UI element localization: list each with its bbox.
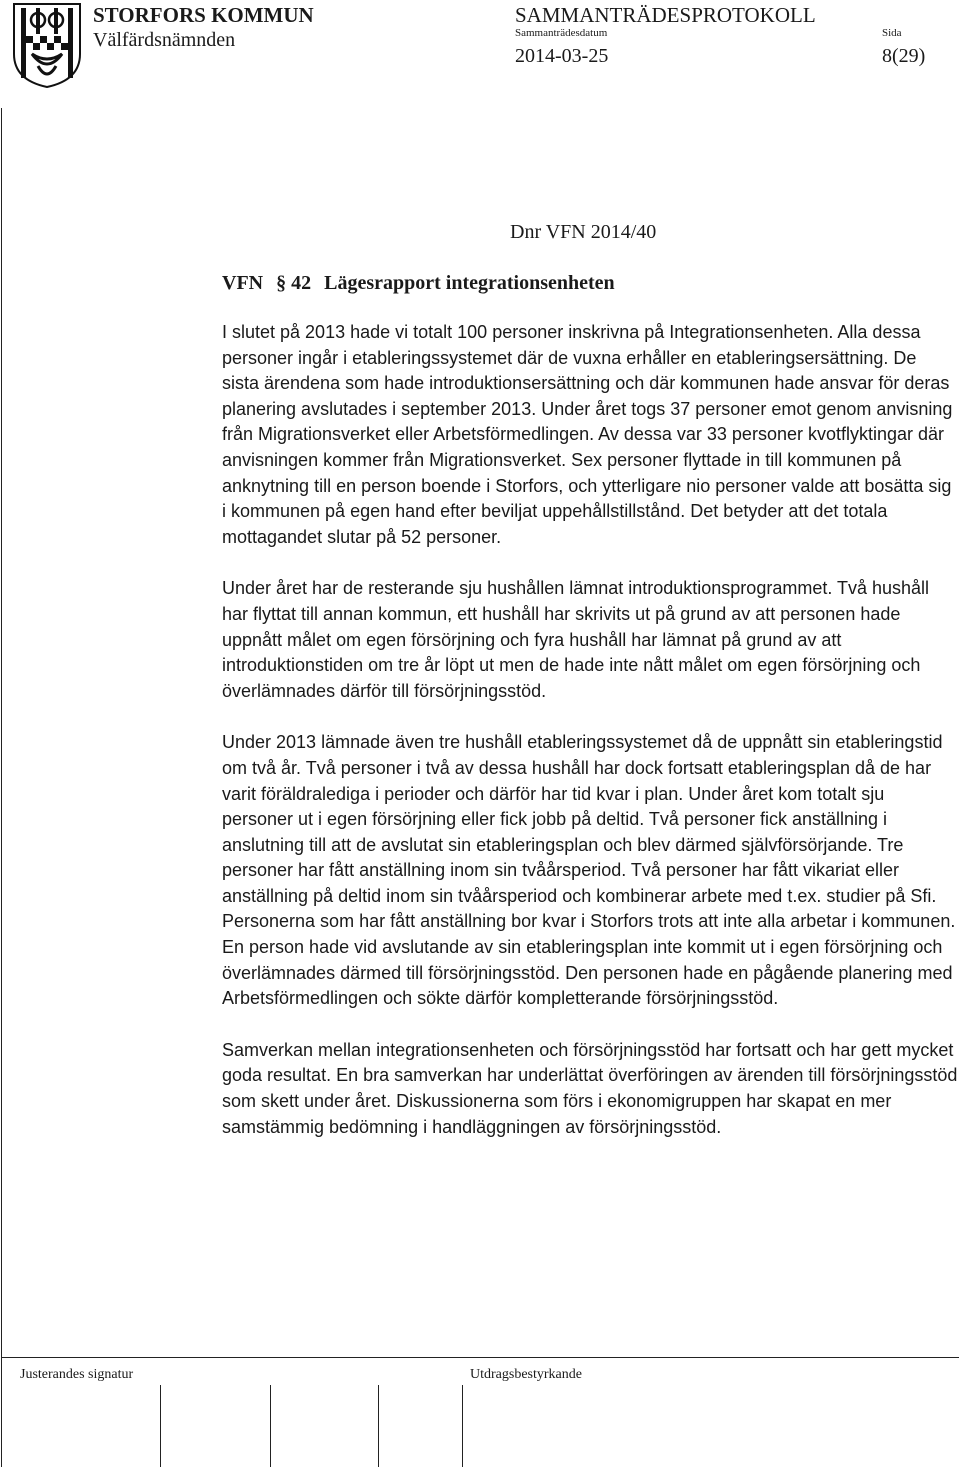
document-type: SAMMANTRÄDESPROTOKOLL [515, 3, 816, 27]
department-name: Välfärdsnämnden [93, 29, 236, 51]
case-number: Dnr VFN 2014/40 [510, 221, 657, 243]
signature-box-divider [160, 1385, 161, 1467]
section-title: Lägesrapport integrationsenheten [324, 272, 615, 294]
footer-divider [1, 1357, 959, 1358]
paragraph-4: Samverkan mellan integrationsenheten och försörjningsstöd har fortsatt och har gett mycket goda resultat. En bra samverkan har underlättat överföringen av ärenden till försörjningsstöd som skett under året. Diskussionerna som förs i ekonomigruppen har skapat en mer samstämmig bedömning i handläggningen av försörjningsstöd. [222, 1039, 958, 1137]
section-code: VFN [222, 272, 264, 294]
page-number: 8(29) [882, 45, 926, 67]
org-name: STORFORS KOMMUN [93, 3, 314, 27]
page-label: Sida [882, 27, 902, 39]
date-label: Sammanträdesdatum [515, 27, 608, 39]
signature-box-divider [462, 1385, 463, 1467]
section-heading [222, 272, 615, 295]
paragraph-3: Under 2013 lämnade även tre hushåll etableringssystemet då de uppnått sin etableringstid om två år. Två personer i två av dessa hushåll har dock fortsatt etableringsplan då de har varit föräldralediga i perioder och därför har tid kvar i plan. Under året kom totalt sju personer ut i egen försörjning eller fick jobb på deltid. Två personer fick anställning i anslutning till att de avslutat sin etableringsplan och blev därmed självförsörjande. Tre personer har fått anställning inom sin tvåårsperiod. Två personer har fått vikariat eller anställning på deltid inom sin tvåårsperiod och kombinerar arbete med t.ex. studier på Sfi. Personerna som har fått anställning bor kvar i Storfors trots att inte alla arbetar i kommunen. En person hade vid avslutande av sin etableringsplan inte kommit ut i egen försörjning och överlämnades därmed till försörjningsstöd. Den personen hade en pågående planering med Arbetsförmedlingen och sökte därför kompletterande försörjningsstöd. [222, 732, 956, 1009]
paragraph-2: Under året har de resterande sju hushållen lämnat introduktionsprogrammet. Två hushåll har flyttat till annan kommun, ett hushåll har skrivits ut på grund av att personen hade uppnått målet om egen försörjning och fyra hushåll har lämnat på grund av att introduktionstiden om tre år löpt ut men de hade inte nått målet om egen försörjning och överlämnades därför till försörjningsstöd. [222, 578, 930, 701]
paragraph-1: I slutet på 2013 hade vi totalt 100 personer inskrivna på Integrationsenheten. Alla dessa personer ingår i etableringssystemet där de vuxna erhåller en etableringsersättning. De sista ärendena som hade introduktionsersättning och där kommunen hade ansvar för deras planering avslutades i september 2013. Under året togs 37 personer emot genom anvisning från Migrationsverket eller Arbetsförmedlingen. Av dessa var 33 personer kvotflyktingar där anvisningen kommer från Migrationsverket. Sex personer flyttade in till kommunen på anknytning till en person boende i Storfors, och ytterligare nio personer valde att bosätta sig i kommunen på egen hand efter beviljat uppehållstillstånd. Det betyder att det totala mottagandet slutar på 52 personer. [222, 322, 953, 547]
signature-box-divider [378, 1385, 379, 1467]
signature-box-divider [270, 1385, 271, 1467]
signature-label: Justerandes signatur [20, 1367, 134, 1382]
left-margin-rule [1, 108, 2, 1467]
section-number: § 42 [276, 272, 312, 294]
meeting-date: 2014-03-25 [515, 45, 609, 67]
extract-label: Utdragsbestyrkande [470, 1367, 582, 1382]
minutes-body [222, 320, 958, 1166]
coat-of-arms-icon [12, 2, 82, 89]
